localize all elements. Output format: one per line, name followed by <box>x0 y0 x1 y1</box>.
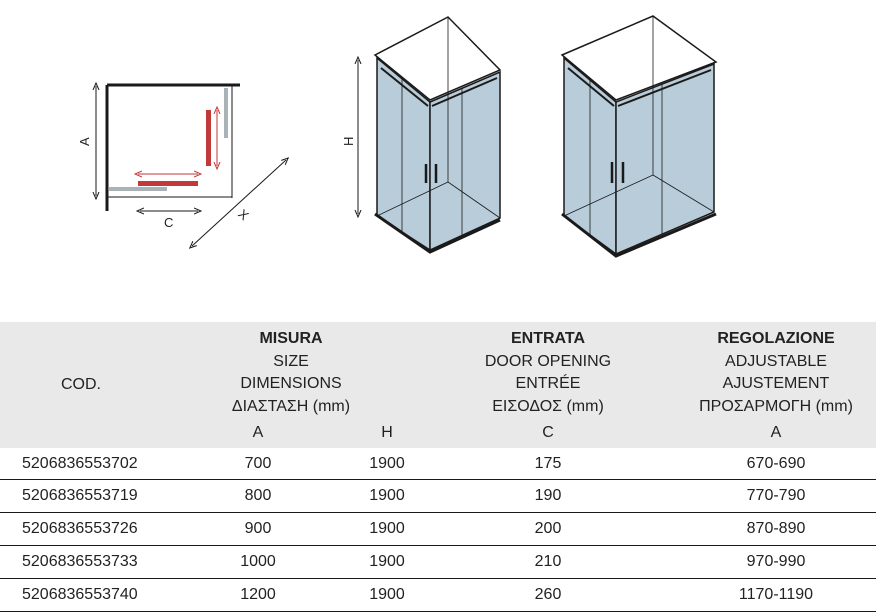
code-column-header: COD. <box>0 322 162 448</box>
opening-header-title: ENTRATA <box>510 330 586 347</box>
plan-view-diagram <box>77 85 286 246</box>
dimensions-table <box>0 322 876 612</box>
opening-header-line: DOOR OPENING <box>484 352 612 370</box>
opening-column-header <box>420 322 676 418</box>
adjust-a-cell: 1170-1190 <box>676 579 876 612</box>
size-header-line: ΔΙΑΣΤΑΣΗ (mm) <box>231 397 351 415</box>
table-row <box>0 480 876 513</box>
adjust-a-cell: 970-990 <box>676 546 876 579</box>
subheader-adjust-a: A <box>676 418 876 448</box>
code-cell: 5206836553719 <box>0 480 162 513</box>
adjust-header-line: ΠΡΟΣΑΡΜΟΓΗ (mm) <box>699 397 853 415</box>
size-header-line: DIMENSIONS <box>240 375 342 392</box>
size-a-cell: 900 <box>162 513 354 546</box>
dimension-a-label: A <box>77 137 92 146</box>
table-row <box>0 546 876 579</box>
adjust-a-cell: 870-890 <box>676 513 876 546</box>
adjust-a-cell: 670-690 <box>676 448 876 480</box>
adjust-header-line: AJUSTEMENT <box>722 375 830 392</box>
code-cell: 5206836553733 <box>0 546 162 579</box>
adjust-header-title: REGOLAZIONE <box>717 330 835 347</box>
size-h-cell: 1900 <box>354 513 420 546</box>
opening-header-line: ENTRÉE <box>515 375 581 392</box>
subheader-a: A <box>162 418 354 448</box>
adjust-column-header <box>676 322 876 418</box>
code-cell: 5206836553740 <box>0 579 162 612</box>
adjust-a-cell: 770-790 <box>676 480 876 513</box>
size-header-title: MISURA <box>259 330 323 347</box>
square-enclosure-diagram <box>341 17 500 252</box>
size-a-cell: 1200 <box>162 579 354 612</box>
opening-c-cell: 190 <box>420 480 676 513</box>
dimension-c-label: C <box>164 215 174 230</box>
code-cell: 5206836553702 <box>0 448 162 480</box>
opening-c-cell: 175 <box>420 448 676 480</box>
code-cell: 5206836553726 <box>0 513 162 546</box>
opening-header-line: ΕΙΣΟΔΟΣ (mm) <box>492 397 604 415</box>
shower-diagrams <box>0 0 876 300</box>
opening-c-cell: 200 <box>420 513 676 546</box>
adjust-header-line: ADJUSTABLE <box>725 352 827 370</box>
rectangular-enclosure-diagram <box>562 16 716 256</box>
table-row <box>0 448 876 480</box>
size-h-cell: 1900 <box>354 480 420 513</box>
size-a-cell: 700 <box>162 448 354 480</box>
subheader-c: C <box>420 418 676 448</box>
table-row <box>0 579 876 612</box>
dimension-x-label: X <box>235 206 252 224</box>
size-a-cell: 1000 <box>162 546 354 579</box>
size-h-cell: 1900 <box>354 448 420 480</box>
table-header-row <box>0 322 876 418</box>
size-h-cell: 1900 <box>354 546 420 579</box>
dimension-h-label: H <box>341 136 356 146</box>
size-header-line: SIZE <box>273 352 309 370</box>
table-row <box>0 513 876 546</box>
opening-c-cell: 260 <box>420 579 676 612</box>
size-column-header <box>162 322 420 418</box>
size-a-cell: 800 <box>162 480 354 513</box>
subheader-h: H <box>354 418 420 448</box>
opening-c-cell: 210 <box>420 546 676 579</box>
size-h-cell: 1900 <box>354 579 420 612</box>
